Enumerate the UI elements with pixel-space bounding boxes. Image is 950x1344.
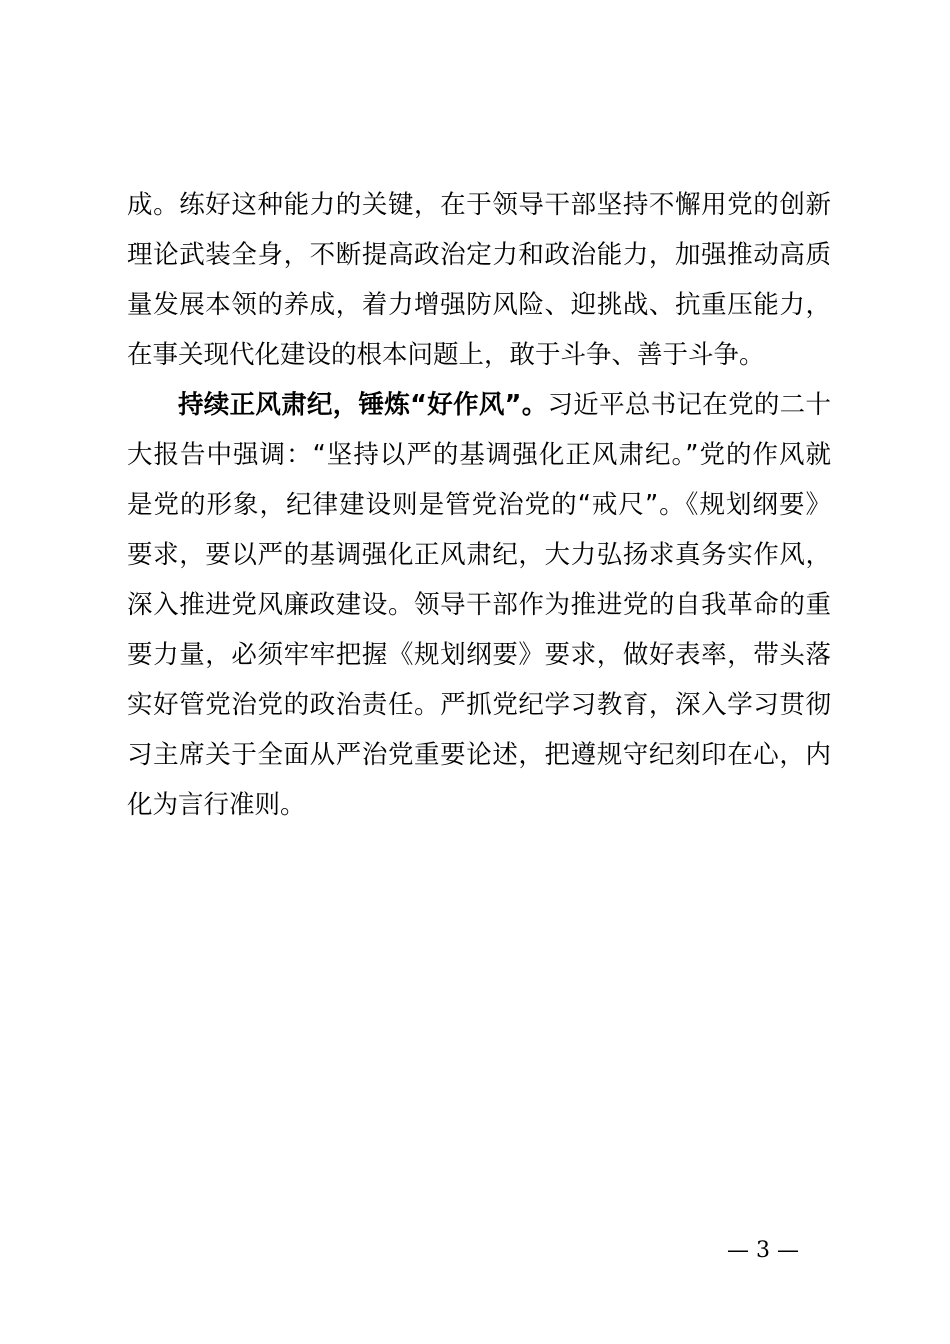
body-text [127,180,831,830]
text-line: 量发展本领的养成，着力增强防风险、迎挑战、抗重压能力， [127,290,831,320]
text-line: 化为言行准则。 [127,790,306,820]
text-line: 在事关现代化建设的根本问题上，敢于斗争、善于斗争。 [127,340,765,370]
section-heading: 持续正风肃纪，锤炼“好作风”。 [178,390,548,420]
page-number: — 3 — [727,1238,799,1263]
paragraph-first-line [127,380,831,430]
text-line: 实好管党治党的政治责任。严抓党纪学习教育，深入学习贯彻 [127,690,831,720]
text-line: 理论武装全身，不断提高政治定力和政治能力，加强推动高质 [127,240,831,270]
text-line: 习主席关于全面从严治党重要论述，把遵规守纪刻印在心，内 [127,740,831,770]
paragraph-1 [127,180,831,380]
text-line: 成。练好这种能力的关键，在于领导干部坚持不懈用党的创新 [127,190,831,220]
heading-line-text: 习近平总书记在党的二十 [547,390,831,420]
text-line: 深入推进党风廉政建设。领导干部作为推进党的自我革命的重 [127,590,831,620]
text-line: 大报告中强调：“坚持以严的基调强化正风肃纪。”党的作风就 [127,440,831,470]
text-line: 要力量，必须牢牢把握《规划纲要》要求，做好表率，带头落 [127,640,831,670]
text-line: 是党的形象，纪律建设则是管党治党的“戒尺”。《规划纲要》 [127,490,831,520]
text-line: 要求，要以严的基调强化正风肃纪，大力弘扬求真务实作风， [127,540,831,570]
paragraph-2 [127,380,831,830]
